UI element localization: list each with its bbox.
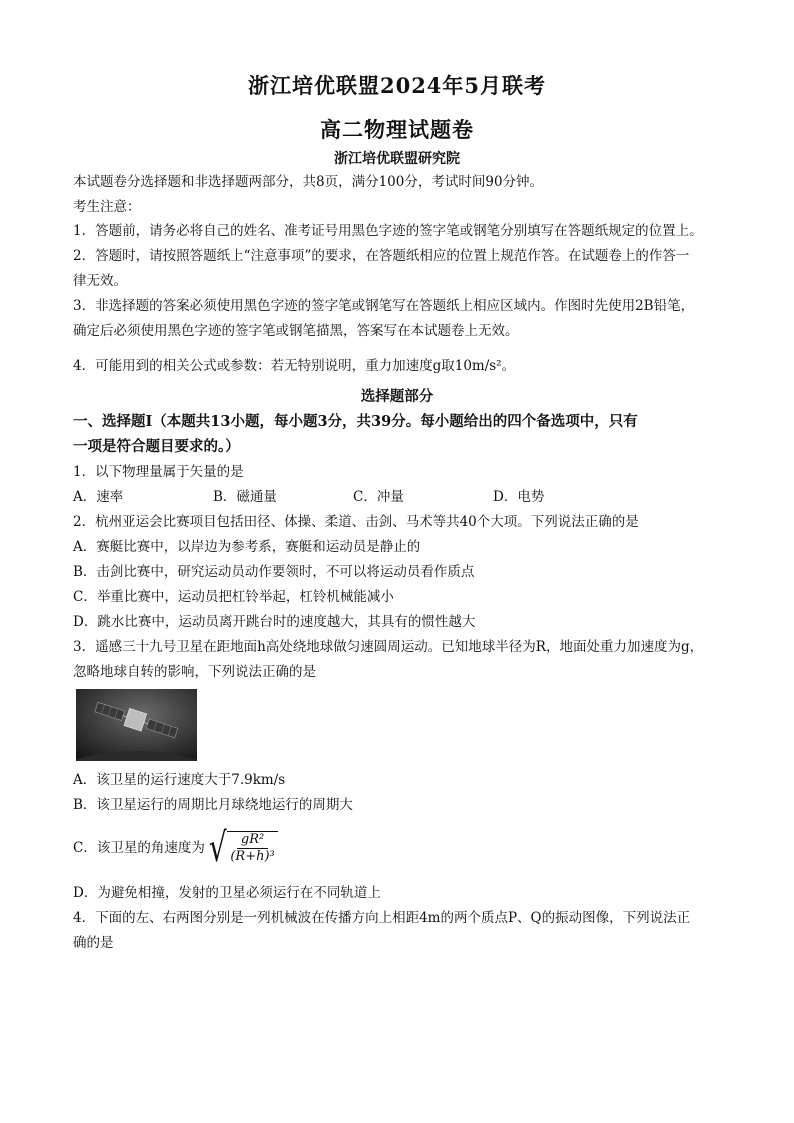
q3-stem-b: 忽略地球自转的影响，下列说法正确的是 xyxy=(73,664,316,680)
q1-option-c: C．冲量 xyxy=(353,489,404,505)
notice-1: 1．答题前，请务必将自己的姓名、准考证号用黑色字迹的签字笔或钢笔分别填写在答题纸规定的位置上。 xyxy=(73,223,703,239)
sqrt-sign: √ xyxy=(208,825,227,871)
sqrt-formula xyxy=(205,825,278,871)
satellite-image xyxy=(76,689,197,761)
q3-option-c-text: C．该卫星的角速度为 xyxy=(73,840,205,856)
exam-title: 浙江培优联盟2024年5月联考 xyxy=(247,73,547,98)
notice-3b: 确定后必须使用黑色字迹的签字笔或钢笔描黑，答案写在本试题卷上无效。 xyxy=(73,323,519,339)
notice-3a: 3．非选择题的答案必须使用黑色字迹的签字笔或钢笔写在答题纸上相应区域内。作图时先使用2B铅笔， xyxy=(73,298,695,314)
part1-heading-a: 一、选择题Ⅰ（本题共13小题，每小题3分，共39分。每小题给出的四个备选项中，只有 xyxy=(73,413,638,430)
section-title: 选择题部分 xyxy=(360,388,434,405)
q3-option-d: D．为避免相撞，发射的卫星必须运行在不同轨道上 xyxy=(73,885,381,901)
q1-stem: 1．以下物理量属于矢量的是 xyxy=(73,464,244,480)
q2-option-d: D．跳水比赛中，运动员离开跳台时的速度越大，其具有的惯性越大 xyxy=(73,614,476,630)
q1-option-a: A．速率 xyxy=(73,489,124,505)
q2-stem: 2．杭州亚运会比赛项目包括田径、体操、柔道、击剑、马术等共40个大项。下列说法正确的是 xyxy=(73,514,639,530)
q1-option-d: D．电势 xyxy=(493,489,545,505)
q4-stem-a: 4．下面的左、右两图分别是一列机械波在传播方向上相距4m的两个质点P、Q的振动图像，下列说法正 xyxy=(73,910,691,926)
q1-option-b: B．磁通量 xyxy=(213,489,277,505)
q1-options xyxy=(73,487,733,507)
subject-title: 高二物理试题卷 xyxy=(320,117,474,142)
publisher: 浙江培优联盟研究院 xyxy=(334,151,460,167)
notice-2a: 2．答题时，请按照答题纸上“注意事项”的要求，在答题纸相应的位置上规范作答。在试题卷上的作答一 xyxy=(73,248,690,264)
fraction-numerator: gR² xyxy=(237,832,268,849)
q3-option-a: A．该卫星的运行速度大于7.9km/s xyxy=(73,772,286,788)
q2-option-a: A．赛艇比赛中，以岸边为参考系，赛艇和运动员是静止的 xyxy=(73,539,421,555)
part1-heading-b: 一项是符合题目要求的。） xyxy=(73,438,240,455)
q2-option-b: B．击剑比赛中，研究运动员动作要领时，不可以将运动员看作质点 xyxy=(73,564,475,580)
fraction-denominator: (R+h)³ xyxy=(230,849,275,864)
q3-stem-a: 3．遥感三十九号卫星在距地面h高处绕地球做匀速圆周运动。已知地球半径为R，地面处重力加速度为g， xyxy=(73,639,704,655)
q2-option-c: C．举重比赛中，运动员把杠铃举起，杠铃机械能减小 xyxy=(73,589,394,605)
intro-line: 本试题卷分选择题和非选择题两部分，共8页，满分100分，考试时间90分钟。 xyxy=(73,174,544,190)
q4-stem-b: 确的是 xyxy=(73,935,114,951)
fraction xyxy=(227,831,277,865)
notice-4: 4．可能用到的相关公式或参数：若无特别说明，重力加速度g取10m/s²。 xyxy=(73,358,516,374)
q3-option-b: B．该卫星运行的周期比月球绕地运行的周期大 xyxy=(73,797,353,813)
q3-option-c xyxy=(73,826,733,870)
notice-heading: 考生注意： xyxy=(73,199,141,215)
notice-2b: 律无效。 xyxy=(73,273,127,289)
